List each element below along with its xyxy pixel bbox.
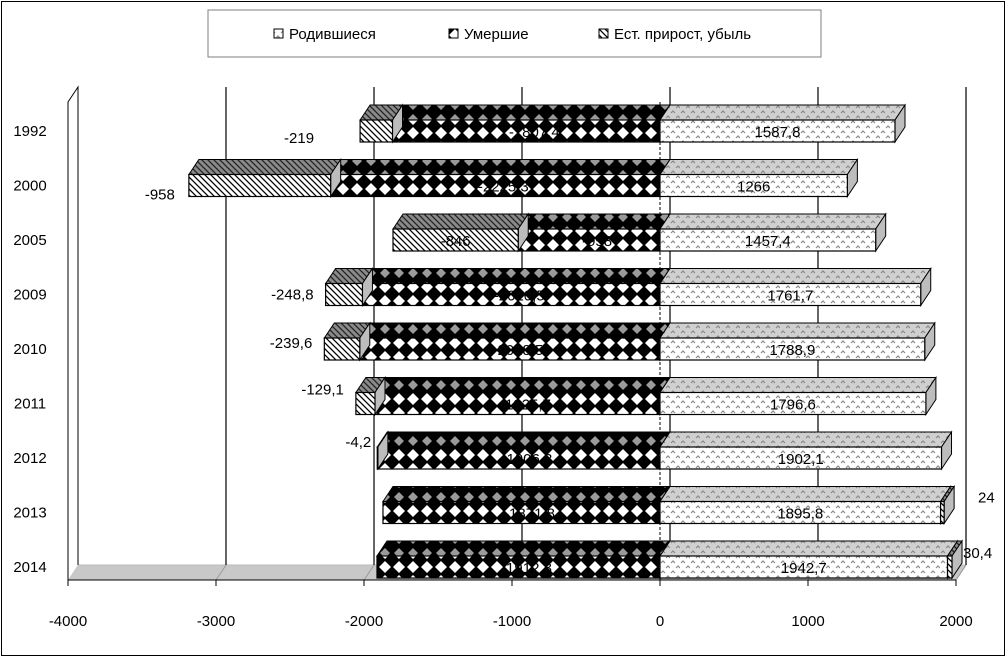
bar-natural-front [941,502,945,524]
data-label-births: 1457,4 [744,233,791,250]
legend-label-natural: Ест. прирост, убыль [614,26,752,43]
data-label-births: 1587,8 [754,124,801,141]
bar-deaths-top [393,105,670,120]
bar-natural-front [377,447,378,469]
data-label-deaths: -2225,3 [477,178,529,196]
category-label: 1992 [13,123,47,140]
bar-births-top [660,378,936,393]
bar-births-top [660,160,857,175]
category-label: 2011 [13,395,47,413]
bar-deaths-top [362,269,670,284]
legend [208,10,821,57]
x-tick-label: -4000 [48,613,88,630]
bar-births-top [660,214,886,229]
bar-natural [326,269,373,306]
bar-deaths-top [375,378,670,393]
bar-natural-front [326,284,363,306]
category-label: 2013 [13,504,47,522]
side-wall [68,87,78,580]
x-tick-label: -2000 [344,613,384,630]
bar-births-top [660,269,931,284]
bar-births-top [660,323,935,338]
bar-natural-top [393,214,528,229]
category-label: 2014 [13,559,47,576]
bar-natural-front [324,338,359,360]
legend-label-births: Родившиеся [289,26,376,43]
bar-natural-front [360,120,392,142]
bar-deaths-top [360,323,670,338]
category-label: 2010 [13,341,47,358]
bar-births-top [660,541,958,556]
category-label: 2005 [13,232,47,249]
data-label-deaths: -1871,8 [504,505,555,523]
data-label-natural: -219 [284,130,315,147]
data-label-deaths: -2010,5 [493,287,545,305]
bar-deaths-top [383,487,670,502]
data-label-natural: 30,4 [963,545,993,562]
bar-births-top [660,487,951,502]
data-label-deaths: -1925,7 [500,396,551,414]
x-tick-label: 0 [655,613,665,630]
data-label-births: 1902,1 [777,451,824,468]
data-label-births: 1942,7 [780,560,827,577]
data-label-births: 1796,6 [770,396,816,414]
data-label-births: 1761,7 [767,287,814,305]
data-label-natural: -846 [440,233,471,250]
data-label-deaths: -2028,5 [492,342,544,359]
value-axis [49,580,973,630]
data-label-deaths: -1906,3 [501,451,553,468]
x-tick-label: 2000 [939,613,973,630]
category-label: 2012 [13,450,47,467]
bar-natural [324,323,369,360]
bar-natural-top [189,160,341,175]
data-label-natural: -239,6 [269,335,313,352]
data-label-natural: 24 [978,489,995,507]
data-label-natural: -129,1 [301,381,344,399]
data-label-natural: -4,2 [345,434,372,451]
bar-births-top [660,432,952,447]
data-label-natural: -248,8 [271,286,314,304]
category-axis [13,123,46,576]
bar-natural-front [356,393,375,415]
legend-swatch-natural [599,29,608,38]
bar-natural [360,105,402,142]
bar-natural-front [189,175,331,197]
data-label-natural: -958 [144,186,175,204]
data-label-deaths: -958 [582,233,613,250]
bar-births-top [660,105,905,120]
data-label-births: 1788,9 [769,342,816,359]
bar-deaths-top [377,541,670,556]
legend-swatch-deaths [449,29,458,38]
category-label: 2009 [13,286,47,304]
x-tick-label: -1000 [492,613,532,630]
bar-natural-front [948,556,952,578]
bar-natural [189,160,341,197]
data-label-deaths: -1912,3 [501,560,552,577]
bar-deaths-top [331,160,670,175]
bar-deaths-top [518,214,670,229]
x-tick-label: -3000 [196,613,236,630]
x-tick-label: 1000 [791,613,825,630]
category-label: 2000 [13,177,47,195]
data-label-births: 1895,8 [777,505,824,523]
legend-swatch-births [274,29,283,38]
bar-deaths-top [378,432,670,447]
data-label-births: 1266 [736,178,771,196]
data-label-deaths: -1807,4 [508,124,560,141]
legend-label-deaths: Умершие [464,26,529,43]
